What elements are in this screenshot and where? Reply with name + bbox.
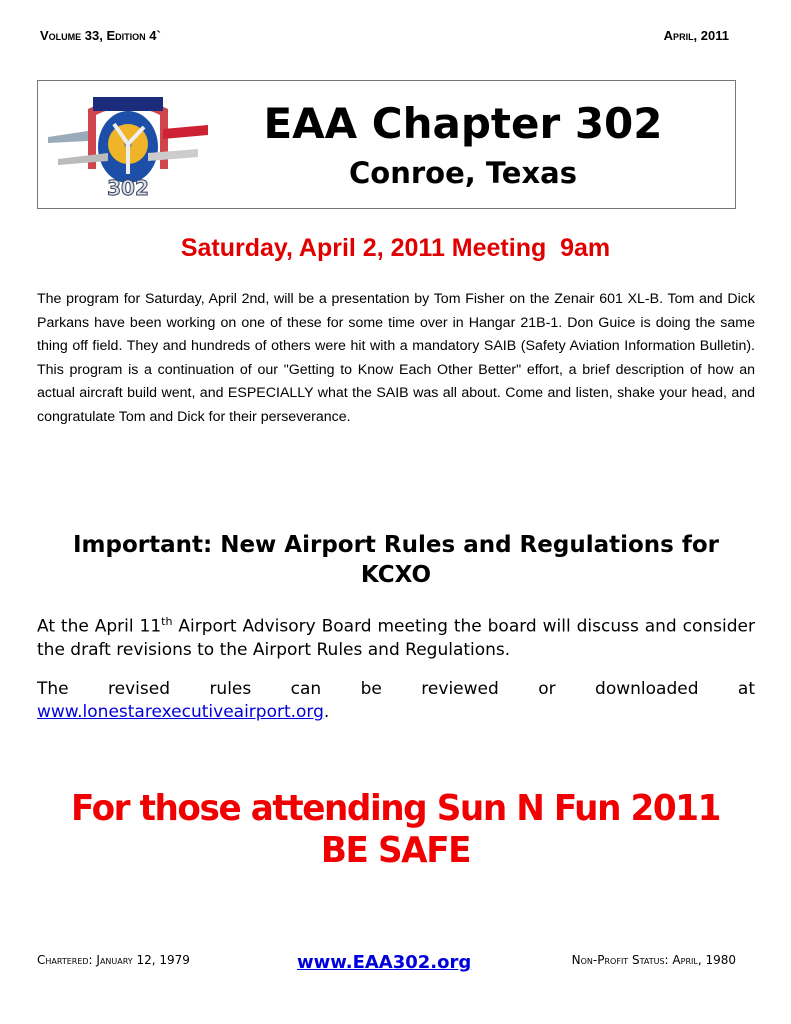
chartered-date: Chartered: January 12, 1979 bbox=[37, 953, 190, 967]
text: Airport Advisory Board meeting the board will discuss and consider the draft revisions to the Airport Rules and Regulations. bbox=[37, 616, 755, 660]
text: At the April 11 bbox=[37, 616, 162, 637]
airport-rules-heading: Important: New Airport Rules and Regulations for KCXO bbox=[72, 532, 720, 588]
svg-text:302: 302 bbox=[107, 176, 149, 199]
volume-edition: Volume 33, Edition 4` bbox=[40, 28, 161, 43]
airport-website-link[interactable]: www.lonestarexecutiveairport.org bbox=[37, 702, 324, 722]
text: The revised rules can be reviewed or downloaded at bbox=[37, 679, 755, 699]
superscript: th bbox=[161, 615, 173, 628]
meeting-heading: Saturday, April 2, 2011 Meeting 9am bbox=[180, 234, 611, 262]
download-paragraph bbox=[37, 678, 755, 724]
meeting-description: The program for Saturday, April 2nd, will be a presentation by Tom Fisher on the Zenair 601 XL-B. Tom and Dick Parkans have been working on one of these for some time over in Hangar 21B-1. Don Guice is doing the same thing off field. They and hundreds of others were hit with a mandatory SAIB (Safety Aviation Information Bulletin). This program is a continuation of our "Getting to Know Each Other Better" effort, a brief description of how an actual aircraft build went, and ESPECIALLY what the SAIB was all about. Come and listen, shake your head, and congratulate Tom and Dick for their perseverance. bbox=[37, 291, 755, 425]
banner-line-2: BE SAFE bbox=[320, 830, 471, 871]
nonprofit-status: Non-Profit Status: April, 1980 bbox=[571, 953, 736, 967]
chapter-location: Conroe, Texas bbox=[349, 156, 577, 190]
safety-banner bbox=[20, 788, 771, 872]
text: . bbox=[323, 702, 330, 722]
eaa-302-logo-icon bbox=[48, 89, 208, 199]
banner-line-1: For those attending Sun N Fun 2011 bbox=[71, 788, 720, 829]
masthead bbox=[37, 80, 736, 209]
advisory-board-paragraph bbox=[37, 610, 755, 662]
issue-date: April, 2011 bbox=[663, 28, 729, 43]
chapter-title: EAA Chapter 302 bbox=[263, 99, 663, 148]
chapter-website-link[interactable]: www.EAA302.org bbox=[297, 952, 472, 973]
